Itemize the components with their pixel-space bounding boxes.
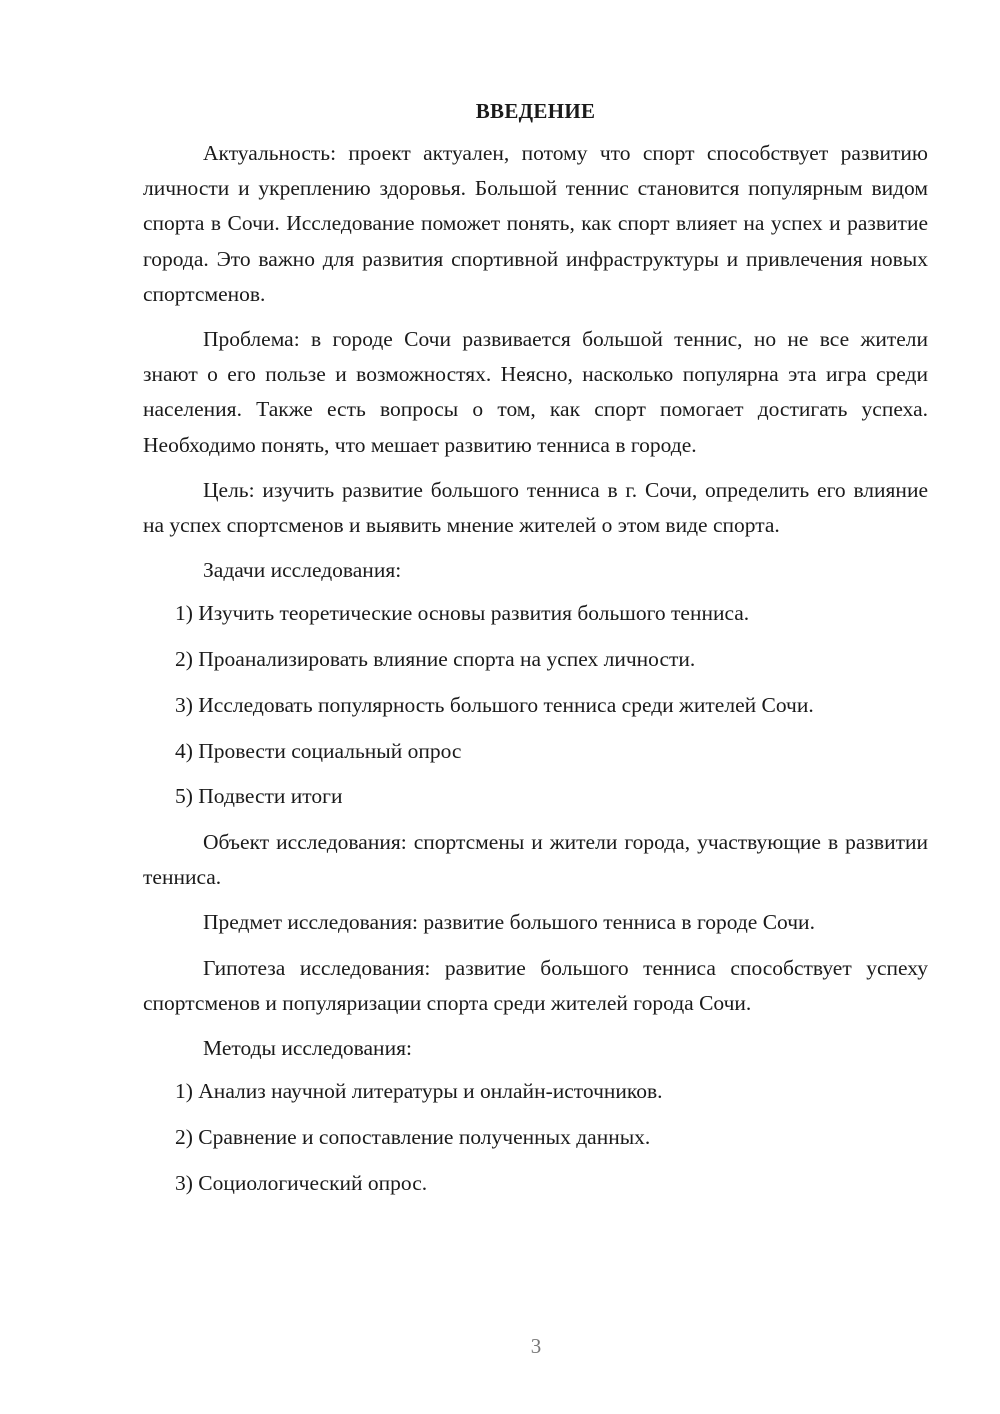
list-item: 4) Провести социальный опрос bbox=[175, 738, 462, 763]
object-paragraph: Объект исследования: спортсмены и жители города, участвующие в развитии тенниса. bbox=[143, 829, 928, 890]
hypothesis-paragraph: Гипотеза исследования: развитие большого тенниса способствует успеху спортсменов и популяризации спорта среди жителей города Сочи. bbox=[143, 955, 928, 1015]
list-item: 2) Сравнение и сопоставление полученных данных. bbox=[175, 1124, 651, 1149]
list-item: 1) Изучить теоретические основы развития большого тенниса. bbox=[175, 601, 750, 626]
list-item: 1) Анализ научной литературы и онлайн-источников. bbox=[175, 1079, 663, 1104]
document-page bbox=[143, 94, 928, 1211]
methods-heading: Методы исследования: bbox=[203, 1035, 412, 1060]
tasks-list bbox=[143, 596, 928, 814]
list-item: 3) Социологический опрос. bbox=[175, 1170, 428, 1195]
section-title: ВВЕДЕНИЕ bbox=[475, 99, 596, 123]
subject-paragraph: Предмет исследования: развитие большого тенниса в городе Сочи. bbox=[203, 910, 815, 935]
page-number: 3 bbox=[530, 1334, 542, 1358]
methods-list bbox=[143, 1074, 928, 1201]
tasks-heading: Задачи исследования: bbox=[203, 558, 402, 583]
list-item: 3) Исследовать популярность большого тенниса среди жителей Сочи. bbox=[175, 692, 814, 717]
list-item: 2) Проанализировать влияние спорта на успех личности. bbox=[175, 647, 696, 672]
list-item: 5) Подвести итоги bbox=[175, 784, 343, 809]
problem-paragraph: Проблема: в городе Сочи развивается большой теннис, но не все жители знают о его пользе и возможностях. Неясно, насколько популярна эта игра среди населения. Также есть вопросы о том, как спорт помогает достигать успеха. Необходимо понять, что мешает развитию тенниса в городе. bbox=[143, 327, 928, 457]
goal-paragraph: Цель: изучить развитие большого тенниса в г. Сочи, определить его влияние на успех спортсменов и выявить мнение жителей о этом виде спорта. bbox=[143, 477, 928, 538]
relevance-paragraph: Актуальность: проект актуален, потому что спорт способствует развитию личности и укреплению здоровья. Большой теннис становится популярным видом спорта в Сочи. Исследование поможет понять, как спорт влияет на успех и развитие города. Это важно для развития спортивной инфраструктуры и привлечения новых спортсменов. bbox=[143, 141, 928, 306]
